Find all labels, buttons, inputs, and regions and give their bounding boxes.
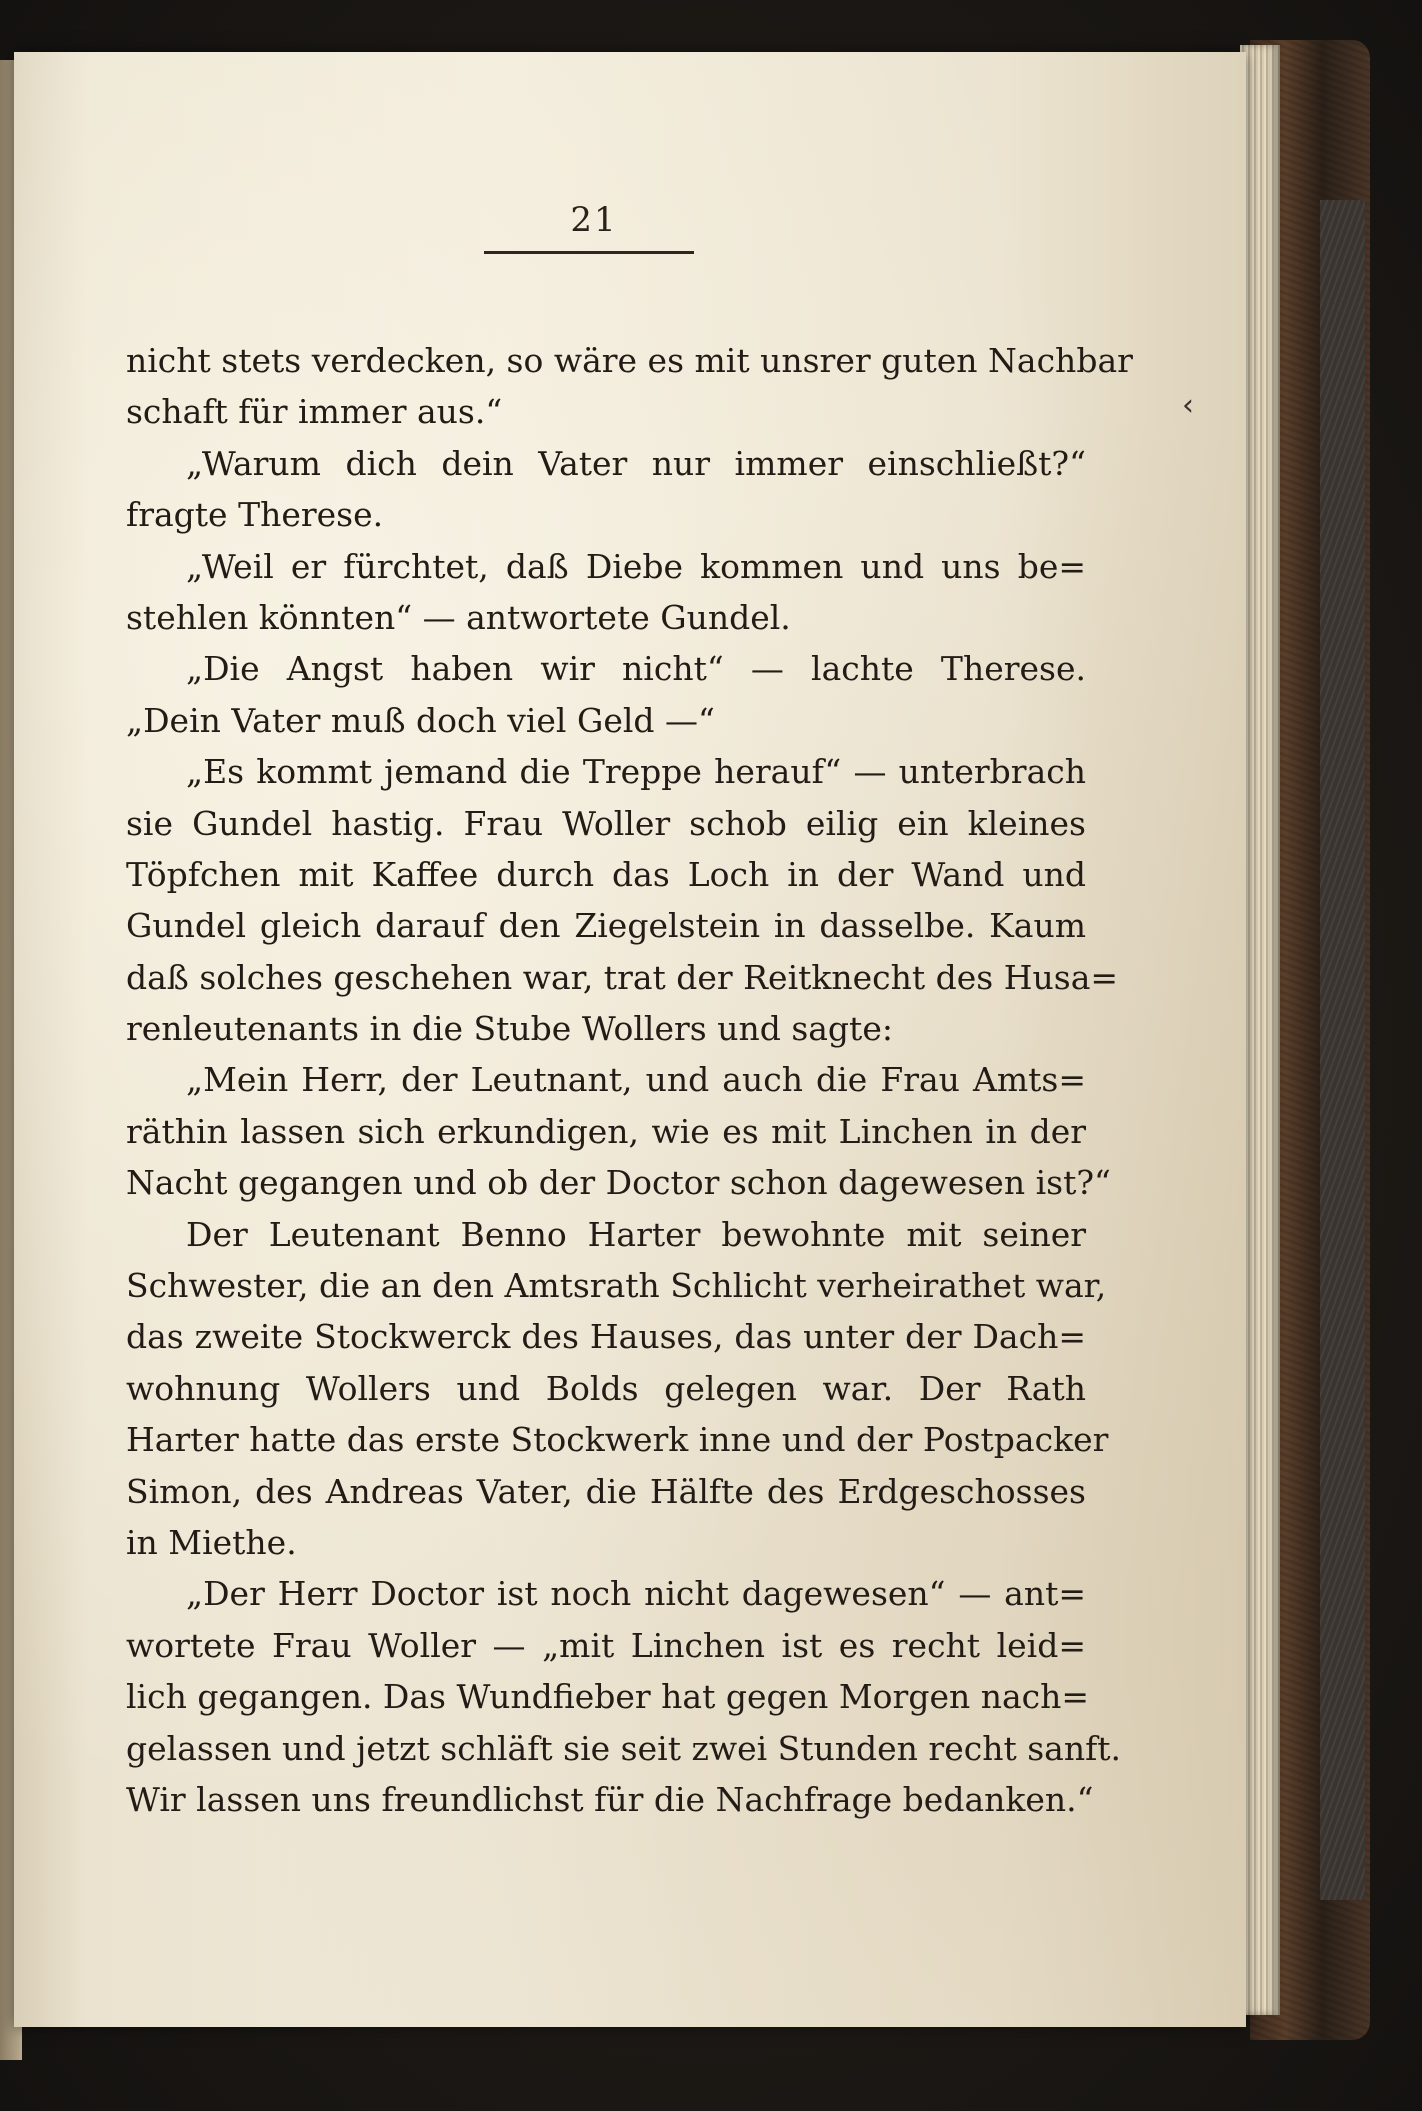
book-page (14, 52, 1246, 2027)
text-line: „Dein Vater muß doch viel Geld —“ (126, 700, 715, 740)
page-number: 21 (570, 200, 618, 240)
text-line: fragte Therese. (126, 495, 384, 535)
text-line: wortete Frau Woller — „mit Linchen ist es recht leid= (126, 1625, 1086, 1665)
text-line: Schwester, die an den Amtsrath Schlicht verheirathet war, (126, 1266, 1107, 1306)
text-line: Der Leutenant Benno Harter bewohnte mit seiner (186, 1214, 1086, 1254)
text-line: „Die Angst haben wir nicht“ — lachte Therese. (186, 649, 1086, 689)
page-text (126, 335, 1133, 1825)
page-stack-edge (1240, 45, 1280, 2015)
text-line: daß solches geschehen war, trat der Reitknecht des Husa= (126, 957, 1119, 997)
text-line: „Mein Herr, der Leutnant, und auch die Frau Amts= (186, 1060, 1086, 1100)
text-line: nicht stets verdecken, so wäre es mit unsrer guten Nachbar (126, 341, 1133, 380)
text-line: sie Gundel hastig. Frau Woller schob eilig ein kleines (126, 803, 1086, 843)
text-line: schaft für immer aus.“ (126, 392, 503, 432)
text-line: Nacht gegangen und ob der Doctor schon dagewesen ist?“ (126, 1163, 1111, 1203)
text-line: Simon, des Andreas Vater, die Hälfte des Erdgeschosses (126, 1471, 1086, 1511)
text-line: lich gegangen. Das Wundfieber hat gegen Morgen nach= (126, 1677, 1090, 1717)
text-line: „Es kommt jemand die Treppe herauf“ — unterbrach (186, 752, 1086, 792)
text-line: „Der Herr Doctor ist noch nicht dagewesen“ — ant= (186, 1574, 1086, 1614)
text-line: „Weil er fürchtet, daß Diebe kommen und uns be= (186, 546, 1086, 586)
text-line: Gundel gleich darauf den Ziegelstein in dasselbe. Kaum (126, 906, 1086, 946)
text-line: räthin lassen sich erkundigen, wie es mit Linchen in der (126, 1111, 1086, 1151)
text-line: Wir lassen uns freundlichst für die Nachfrage bedanken.“ (126, 1779, 1094, 1819)
margin-mark: ‹ (1182, 388, 1194, 423)
text-line: gelassen und jetzt schläft sie seit zwei Stunden recht sanft. (126, 1728, 1122, 1768)
text-line: in Miethe. (126, 1522, 297, 1562)
text-line: Töpfchen mit Kaffee durch das Loch in der Wand und (126, 854, 1086, 894)
text-line: das zweite Stockwerck des Hauses, das unter der Dach= (126, 1317, 1086, 1357)
book-cover-edge (1320, 200, 1365, 1900)
page-number-rule (484, 251, 694, 254)
text-line: Harter hatte das erste Stockwerk inne und der Postpacker (126, 1420, 1109, 1460)
text-line: „Warum dich dein Vater nur immer einschließt?“ (186, 443, 1086, 483)
text-line: renleutenants in die Stube Wollers und sagte: (126, 1009, 893, 1049)
text-line: stehlen könnten“ — antwortete Gundel. (126, 597, 791, 637)
text-line: wohnung Wollers und Bolds gelegen war. Der Rath (126, 1368, 1086, 1408)
